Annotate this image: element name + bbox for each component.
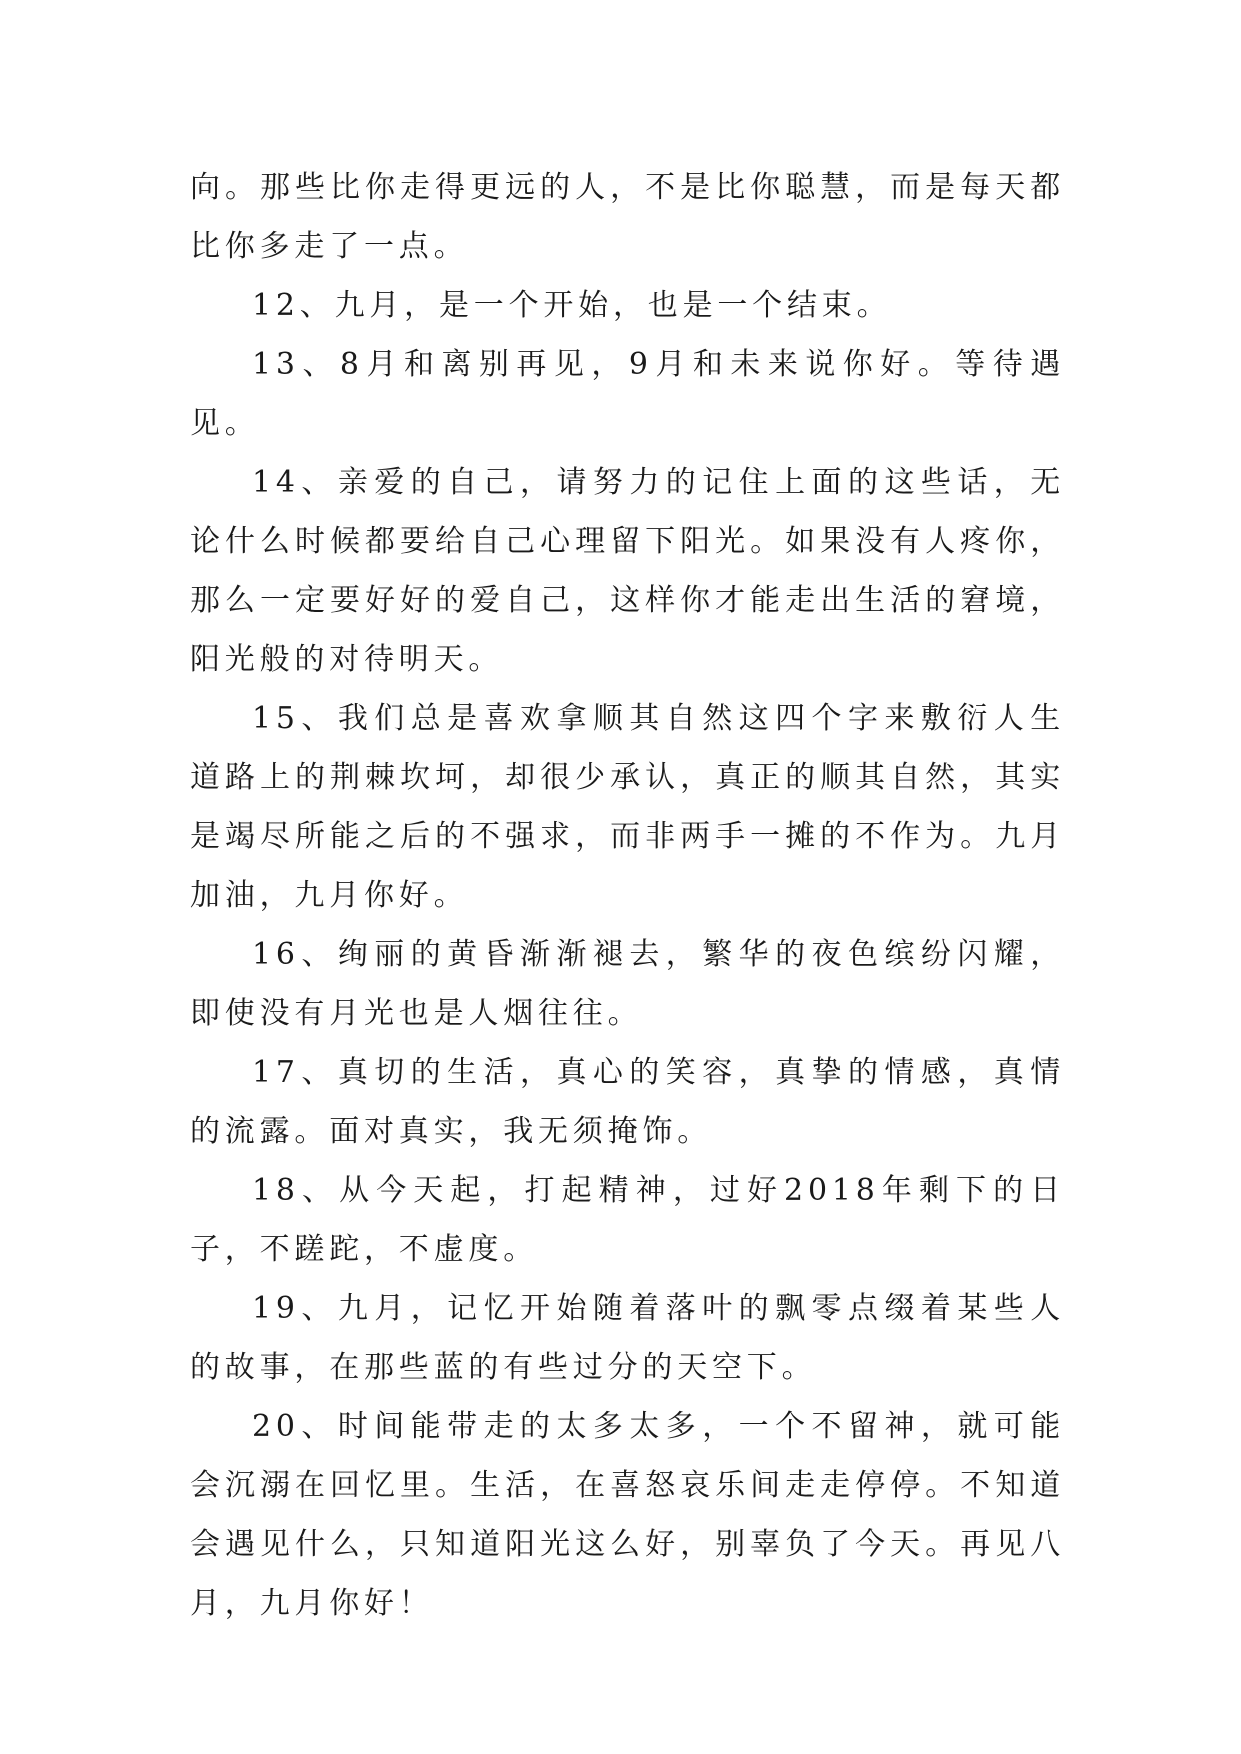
paragraph-13: 13、8月和离别再见，9月和未来说你好。等待遇见。 — [190, 347, 1065, 441]
paragraph-15: 15、我们总是喜欢拿顺其自然这四个字来敷衍人生道路上的荆棘坎坷，却很少承认，真正的顺其自然，其实是竭尽所能之后的不强求，而非两手一摊的不作为。九月加油，九月你好。 — [190, 701, 1065, 913]
paragraph-17: 17、真切的生活，真心的笑容，真挚的情感，真情的流露。面对真实，我无须掩饰。 — [190, 1055, 1065, 1149]
paragraph-18: 18、从今天起，打起精神，过好2018年剩下的日子，不蹉跎，不虚度。 — [190, 1173, 1065, 1267]
paragraph-20: 20、时间能带走的太多太多，一个不留神，就可能会沉溺在回忆里。生活，在喜怒哀乐间走走停停。不知道会遇见什么，只知道阳光这么好，别辜负了今天。再见八月，九月你好！ — [190, 1409, 1065, 1621]
paragraph-12: 12、九月，是一个开始，也是一个结束。 — [252, 288, 892, 323]
paragraph-19: 19、九月，记忆开始随着落叶的飘零点缀着某些人的故事，在那些蓝的有些过分的天空下。 — [190, 1291, 1065, 1385]
document-body — [190, 158, 1065, 1633]
paragraph-continuation: 向。那些比你走得更远的人，不是比你聪慧，而是每天都比你多走了一点。 — [190, 170, 1065, 264]
paragraph-16: 16、绚丽的黄昏渐渐褪去，繁华的夜色缤纷闪耀，即使没有月光也是人烟往往。 — [190, 937, 1065, 1031]
paragraph-14: 14、亲爱的自己，请努力的记住上面的这些话，无论什么时候都要给自己心理留下阳光。如果没有人疼你，那么一定要好好的爱自己，这样你才能走出生活的窘境，阳光般的对待明天。 — [190, 465, 1065, 677]
